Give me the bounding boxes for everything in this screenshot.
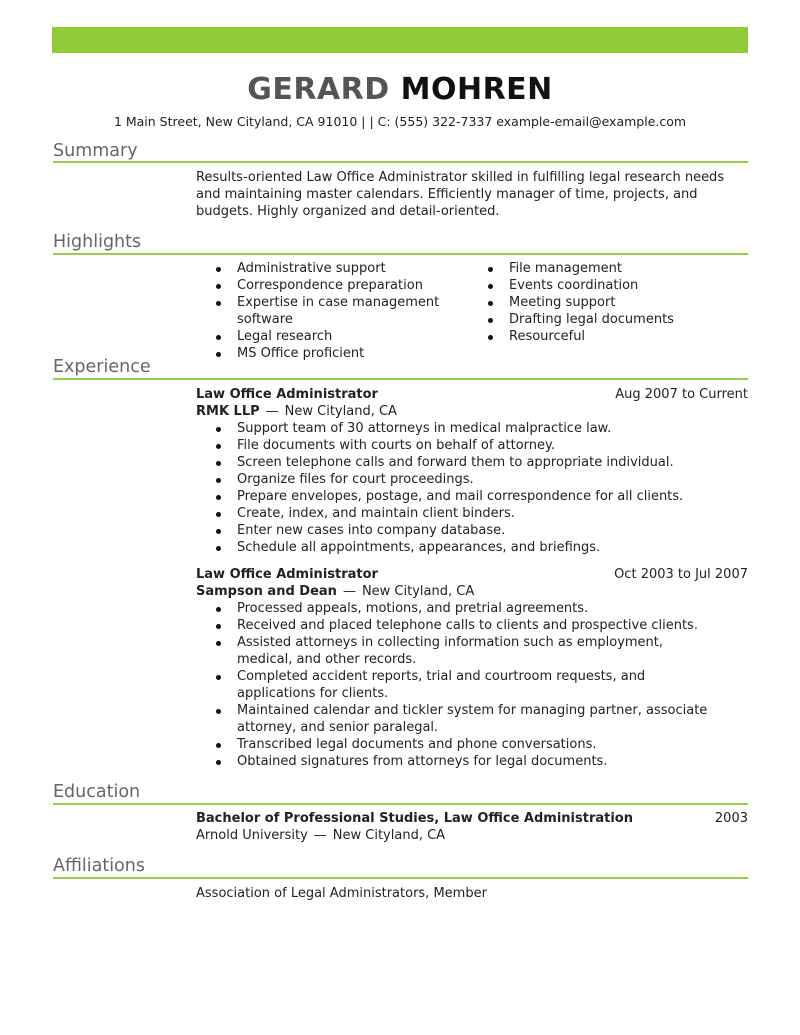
summary-text: Results-oriented Law Office Administrator skilled in fulfilling legal research needs and maintaining master calendars. Efficiently manager of time, projects, and budgets. Highly organized and detail-oriented. xyxy=(196,170,725,219)
affiliations-heading: Affiliations xyxy=(53,856,145,876)
highlight-item: Meeting support xyxy=(468,294,748,311)
school-location: New Cityland, CA xyxy=(332,828,446,843)
job-title: Law Office Administrator xyxy=(196,567,378,582)
job-duty: Schedule all appointments, appearances, and briefings. xyxy=(196,539,748,556)
job-duty: Screen telephone calls and forward them to appropriate individual. xyxy=(196,454,748,471)
experience-heading: Experience xyxy=(53,357,151,377)
job-header xyxy=(196,386,748,403)
job-duties-list xyxy=(196,420,748,556)
separator-dash: — xyxy=(265,404,279,419)
job-employer xyxy=(196,583,748,600)
summary-divider xyxy=(53,161,748,163)
job-duty: Received and placed telephone calls to clients and prospective clients. xyxy=(196,617,711,634)
company-name: RMK LLP xyxy=(196,404,260,419)
highlight-item: Drafting legal documents xyxy=(468,311,748,328)
highlight-item: Resourceful xyxy=(468,328,748,345)
job-duties-list xyxy=(196,600,711,770)
school-row xyxy=(196,827,748,844)
job-location: New Cityland, CA xyxy=(361,584,475,599)
job-duty: Obtained signatures from attorneys for legal documents. xyxy=(196,753,711,770)
separator-dash: — xyxy=(313,828,327,843)
job-employer xyxy=(196,403,748,420)
highlights-right-column xyxy=(468,260,748,345)
summary-heading: Summary xyxy=(53,141,138,161)
job-duty: Prepare envelopes, postage, and mail correspondence for all clients. xyxy=(196,488,748,505)
job-duty: Create, index, and maintain client binders. xyxy=(196,505,748,522)
job-header xyxy=(196,566,748,583)
job-dates: Oct 2003 to Jul 2007 xyxy=(614,567,748,582)
degree-name: Bachelor of Professional Studies, Law Office Administration xyxy=(196,811,633,826)
job-duty: Support team of 30 attorneys in medical malpractice law. xyxy=(196,420,748,437)
job-duty: File documents with courts on behalf of attorney. xyxy=(196,437,748,454)
highlight-item: Administrative support xyxy=(196,260,476,277)
job-duty: Processed appeals, motions, and pretrial agreements. xyxy=(196,600,711,617)
highlight-item: Events coordination xyxy=(468,277,748,294)
company-name: Sampson and Dean xyxy=(196,584,337,599)
job-title: Law Office Administrator xyxy=(196,387,378,402)
highlights-heading: Highlights xyxy=(53,232,142,252)
highlight-item: File management xyxy=(468,260,748,277)
job-entry xyxy=(196,386,748,556)
degree-row xyxy=(196,810,748,827)
candidate-name xyxy=(0,70,800,110)
separator-dash: — xyxy=(342,584,356,599)
header-accent-bar xyxy=(52,27,748,53)
experience-divider xyxy=(53,378,748,380)
contact-line: 1 Main Street, New Cityland, CA 91010 | | C: (555) 322-7337 example-email@example.com xyxy=(113,114,687,129)
highlights-list xyxy=(196,260,748,361)
school-name: Arnold University xyxy=(196,828,308,843)
last-name: MOHREN xyxy=(400,72,553,107)
first-name: GERARD xyxy=(247,72,390,107)
job-duty: Assisted attorneys in collecting information such as employment, medical, and other records. xyxy=(196,634,711,668)
affiliations-text: Association of Legal Administrators, Member xyxy=(196,886,487,901)
job-dates: Aug 2007 to Current xyxy=(615,387,748,402)
education-heading: Education xyxy=(53,782,141,802)
highlights-divider xyxy=(53,253,748,255)
affiliations-divider xyxy=(53,877,748,879)
highlight-item: Correspondence preparation xyxy=(196,277,476,294)
job-duty: Organize files for court proceedings. xyxy=(196,471,748,488)
job-entry xyxy=(196,566,748,770)
graduation-year: 2003 xyxy=(714,811,748,826)
highlight-item: Legal research xyxy=(196,328,476,345)
education-divider xyxy=(53,803,748,805)
job-duty: Completed accident reports, trial and courtroom requests, and applications for clients. xyxy=(196,668,711,702)
job-duty: Enter new cases into company database. xyxy=(196,522,748,539)
job-duty: Maintained calendar and tickler system for managing partner, associate attorney, and senior paralegal. xyxy=(196,702,711,736)
job-duty: Transcribed legal documents and phone conversations. xyxy=(196,736,711,753)
highlight-item: MS Office proficient xyxy=(196,345,476,362)
highlight-item: Expertise in case management software xyxy=(196,294,476,328)
highlights-left-column xyxy=(196,260,476,362)
job-location: New Cityland, CA xyxy=(284,404,397,419)
education-entry xyxy=(196,810,748,844)
